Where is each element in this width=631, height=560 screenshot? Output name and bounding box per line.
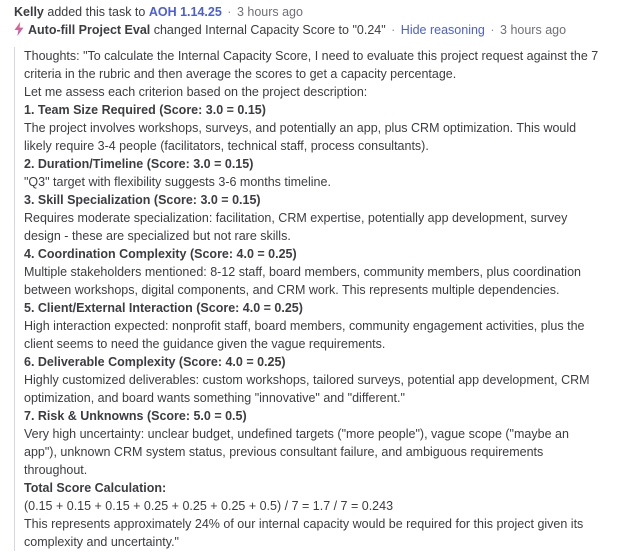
reasoning-line: optimization, and board wants something "innovative" and "different."	[24, 391, 405, 405]
reasoning-line: design - these are specialized but not rare skills.	[24, 229, 291, 243]
event-separator-2: ·	[490, 23, 495, 37]
reasoning-line: Very high uncertainty: unclear budget, undefined targets ("more people"), vague scope ("maybe an	[24, 427, 569, 441]
reasoning-line: Multiple stakeholders mentioned: 8-12 staff, board members, community members, plus coordination	[24, 265, 581, 279]
event-separator: ·	[391, 23, 396, 37]
reasoning-heading: 7. Risk & Unknowns (Score: 5.0 = 0.5)	[24, 409, 247, 423]
activity-time: 3 hours ago	[236, 5, 303, 19]
reasoning-line: Thoughts: "To calculate the Internal Capacity Score, I need to evaluate this project request against the 7	[24, 49, 599, 63]
activity-project-link[interactable]: AOH 1.14.25	[148, 5, 222, 19]
reasoning-heading: 3. Skill Specialization (Score: 3.0 = 0.15)	[24, 193, 261, 207]
reasoning-line: "Q3" target with flexibility suggests 3-6 months timeline.	[24, 175, 331, 189]
hide-reasoning-link[interactable]: Hide reasoning	[400, 23, 485, 37]
event-line	[14, 21, 566, 39]
bolt-icon	[14, 23, 28, 37]
reasoning-heading: 1. Team Size Required (Score: 3.0 = 0.15)	[24, 103, 266, 117]
reasoning-heading: Total Score Calculation:	[24, 481, 167, 495]
reasoning-line: Highly customized deliverables: custom workshops, tailored surveys, potential app development, CRM	[24, 373, 590, 387]
reasoning-line: Requires moderate specialization: facilitation, CRM expertise, potentially app development, survey	[24, 211, 568, 225]
reasoning-line: (0.15 + 0.15 + 0.15 + 0.25 + 0.25 + 0.25 + 0.5) / 7 = 1.7 / 7 = 0.243	[24, 499, 394, 513]
reasoning-line: client seems to need the guidance given the vague requirements.	[24, 337, 386, 351]
reasoning-line: between workshops, digital components, and CRM work. This represents multiple dependencies.	[24, 283, 560, 297]
reasoning-block	[14, 47, 617, 551]
reasoning-heading: 6. Deliverable Complexity (Score: 4.0 = 0.25)	[24, 355, 286, 369]
reasoning-line: likely require 3-4 people (facilitators, technical staff, process consultants).	[24, 139, 429, 153]
reasoning-heading: 2. Duration/Timeline (Score: 3.0 = 0.15)	[24, 157, 254, 171]
activity-line	[14, 3, 303, 21]
reasoning-line: app"), unknown CRM system status, previous consultant failure, and ambiguous requirements	[24, 445, 544, 459]
reasoning-line: This represents approximately 24% of our internal capacity would be required for this project given its	[24, 517, 584, 531]
activity-action-text: added this task to	[43, 5, 149, 19]
activity-user[interactable]: Kelly	[14, 5, 44, 19]
reasoning-heading: 5. Client/External Interaction (Score: 4.0 = 0.25)	[24, 301, 303, 315]
reasoning-line: criteria in the rubric and then average the scores to get a capacity percentage.	[24, 67, 457, 81]
reasoning-line: Let me assess each criterion based on the project description:	[24, 85, 368, 99]
event-action-text: changed Internal Capacity Score to "0.24"	[150, 23, 390, 37]
event-actor[interactable]: Auto-fill Project Eval	[28, 23, 151, 37]
reasoning-line: complexity and uncertainty."	[24, 535, 179, 549]
activity-separator: ·	[227, 5, 232, 19]
reasoning-line: throughout.	[24, 463, 88, 477]
reasoning-line: The project involves workshops, surveys, and potentially an app, plus CRM optimization. This would	[24, 121, 577, 135]
event-time: 3 hours ago	[500, 23, 567, 37]
reasoning-line: High interaction expected: nonprofit staff, board members, community engagement activities, plus the	[24, 319, 585, 333]
reasoning-heading: 4. Coordination Complexity (Score: 4.0 = 0.25)	[24, 247, 297, 261]
